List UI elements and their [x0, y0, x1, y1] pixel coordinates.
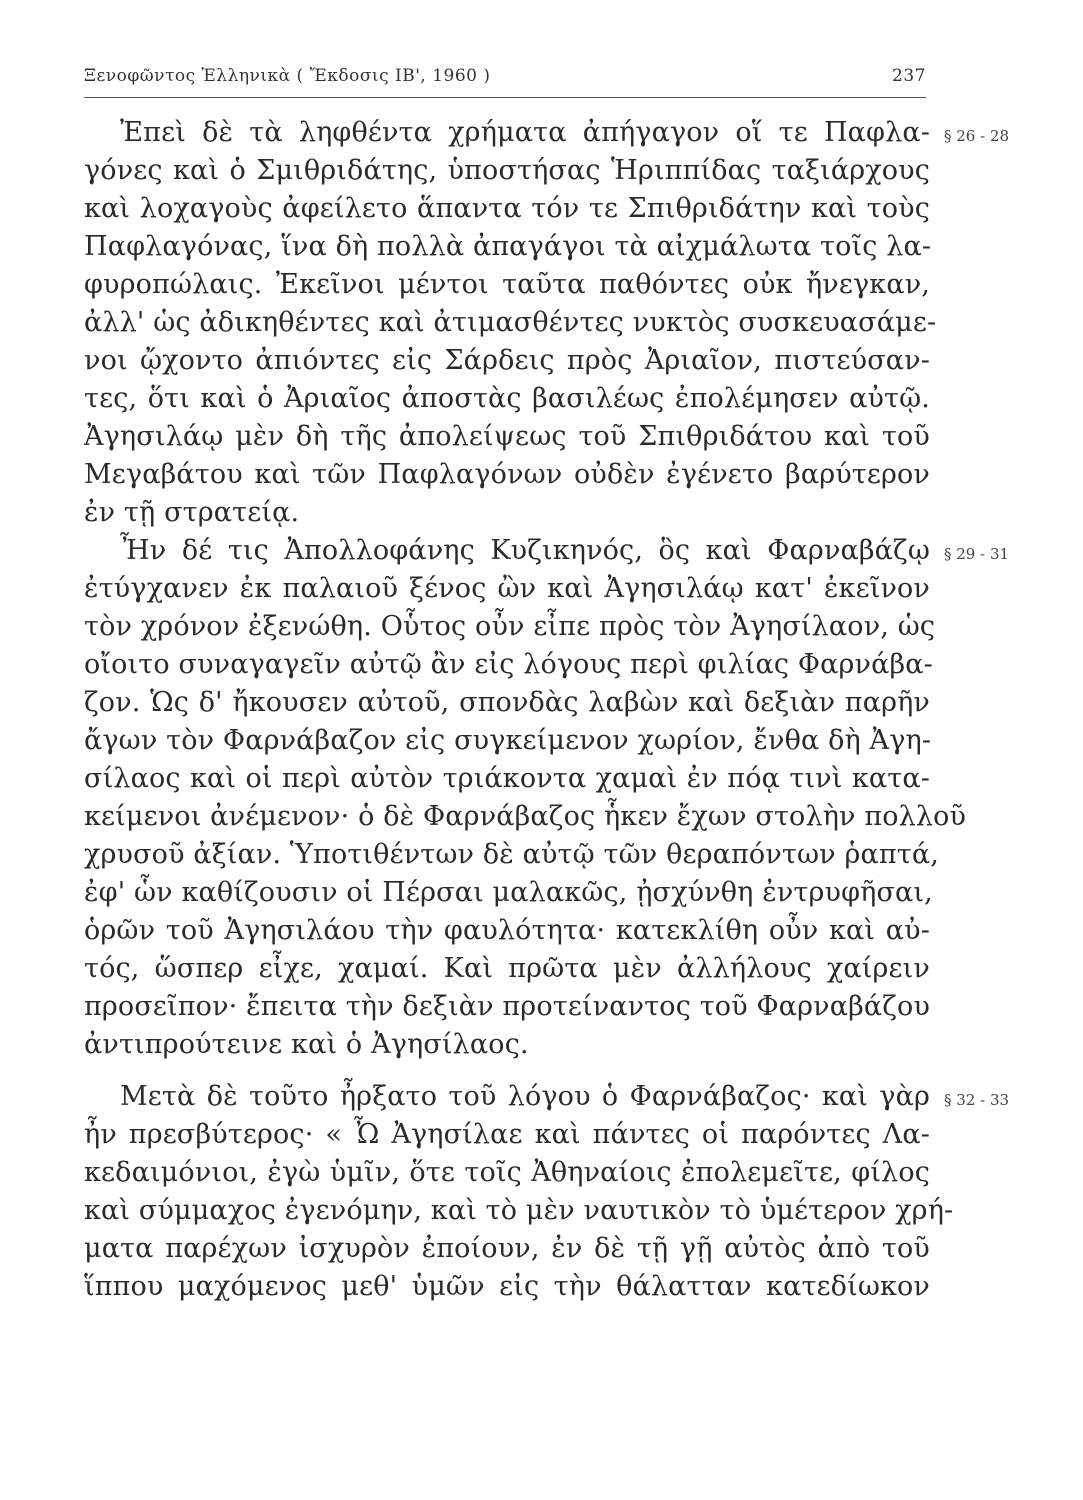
text-line: οἴοιτο συναγαγεῖν αὐτῷ ἂν εἰς λόγους περὶ φιλίας Φαρνάβα- [84, 649, 933, 680]
text-line: ἐφ' ὧν καθίζουσιν οἱ Πέρσαι μαλακῶς, ᾐσχύνθη ἐντρυφῆσαι, [84, 877, 933, 908]
text-line: καὶ σύμμαχος ἐγενόμην, καὶ τὸ μὲν ναυτικὸν τὸ ὑμέτερον χρή- [84, 1195, 954, 1226]
text-line: νοι ᾤχοντο ἀπιόντες εἰς Σάρδεις πρὸς Ἀριαῖον, πιστεύσαν- [84, 345, 930, 376]
text-line: καὶ λοχαγοὺς ἀφείλετο ἅπαντα τόν τε Σπιθριδάτην καὶ τοὺς [84, 193, 930, 224]
text-line: ὁρῶν τοῦ Ἀγησιλάου τὴν φαυλότητα· κατεκλίθη οὖν καὶ αὐ- [84, 915, 930, 946]
running-head [84, 66, 926, 96]
text-line: ἵππου μαχόμενος μεθ' ὑμῶν εἰς τὴν θάλατταν κατεδίωκον [84, 1271, 930, 1302]
text-line: ἀλλ' ὡς ἀδικηθέντες καὶ ἀτιμασθέντες νυκτὸς συσκευασάμε- [84, 307, 937, 338]
text-line: Παφλαγόνας, ἵνα δὴ πολλὰ ἀπαγάγοι τὰ αἰχμάλωτα τοῖς λα- [84, 231, 932, 262]
text-line: προσεῖπον· ἔπειτα τὴν δεξιὰν προτείναντος τοῦ Φαρναβάζου [84, 991, 931, 1022]
header-rule [84, 97, 926, 98]
text-line: Μετὰ δὲ τοῦτο ἦρξατο τοῦ λόγου ὁ Φαρνάβαζος· καὶ γὰρ [120, 1081, 930, 1112]
margin-section-ref: § 29 - 31 [944, 545, 1010, 563]
text-line: Μεγαβάτου καὶ τῶν Παφλαγόνων οὐδὲν ἐγένετο βαρύτερον [84, 459, 930, 490]
page-number: 237 [892, 66, 926, 86]
margin-section-ref: § 26 - 28 [944, 127, 1010, 145]
text-line: ζον. Ὡς δ' ἤκουσεν αὐτοῦ, σπονδὰς λαβὼν καὶ δεξιὰν παρῆν [84, 687, 930, 718]
text-line: ἐν τῇ στρατείᾳ. [84, 497, 300, 528]
text-line: γόνες καὶ ὁ Σμιθριδάτης, ὑποστήσας Ἡριππίδας ταξιάρχους [84, 155, 930, 186]
text-line: τες, ὅτι καὶ ὁ Ἀριαῖος ἀποστὰς βασιλέως ἐπολέμησεν αὐτῷ. [84, 383, 930, 414]
text-line: Ἀγησιλάῳ μὲν δὴ τῆς ἀπολείψεως τοῦ Σπιθριδάτου καὶ τοῦ [84, 421, 930, 452]
margin-section-ref: § 32 - 33 [944, 1091, 1010, 1109]
text-line: Ἦν δέ τις Ἀπολλοφάνης Κυζικηνός, ὃς καὶ Φαρναβάζῳ [120, 535, 930, 566]
text-line: ἐτύγχανεν ἐκ παλαιοῦ ξένος ὢν καὶ Ἀγησιλάῳ κατ' ἐκεῖνον [84, 573, 930, 604]
text-line: κείμενοι ἀνέμενον· ὁ δὲ Φαρνάβαζος ἧκεν ἔχων στολὴν πολλοῦ [84, 801, 967, 832]
text-line: χρυσοῦ ἀξίαν. Ὑποτιθέντων δὲ αὐτῷ τῶν θεραπόντων ῥαπτά, [84, 839, 939, 870]
text-line: ἀντιπρούτεινε καὶ ὁ Ἀγησίλαος. [84, 1029, 529, 1060]
text-line: ἄγων τὸν Φαρνάβαζον εἰς συγκείμενον χωρίον, ἔνθα δὴ Ἀγη- [84, 725, 932, 756]
text-line: κεδαιμόνιοι, ἐγὼ ὑμῖν, ὅτε τοῖς Ἀθηναίοις ἐπολεμεῖτε, φίλος [84, 1157, 930, 1188]
text-line: τός, ὥσπερ εἶχε, χαμαί. Καὶ πρῶτα μὲν ἀλλήλους χαίρειν [84, 953, 930, 984]
text-line: τὸν χρόνον ἐξενώθη. Οὗτος οὖν εἶπε πρὸς τὸν Ἀγησίλαον, ὡς [84, 611, 936, 642]
text-line: ἦν πρεσβύτερος· « Ὦ Ἀγησίλαε καὶ πάντες οἱ παρόντες Λα- [84, 1119, 930, 1150]
text-line: Ἐπεὶ δὲ τὰ ληφθέντα χρήματα ἀπήγαγον οἵ τε Παφλα- [120, 117, 930, 148]
text-line: ματα παρέχων ἰσχυρὸν ἐποίουν, ἐν δὲ τῇ γῇ αὐτὸς ἀπὸ τοῦ [84, 1233, 930, 1264]
text-line: σίλαος καὶ οἱ περὶ αὐτὸν τριάκοντα χαμαὶ ἐν πόᾳ τινὶ κατα- [84, 763, 930, 794]
text-line: φυροπώλαις. Ἐκεῖνοι μέντοι ταῦτα παθόντες οὐκ ἤνεγκαν, [84, 269, 930, 300]
running-head-title: Ξενοφῶντος Ἑλληνικὰ ( Ἔκδοσις ΙΒ', 1960 ) [84, 66, 491, 86]
